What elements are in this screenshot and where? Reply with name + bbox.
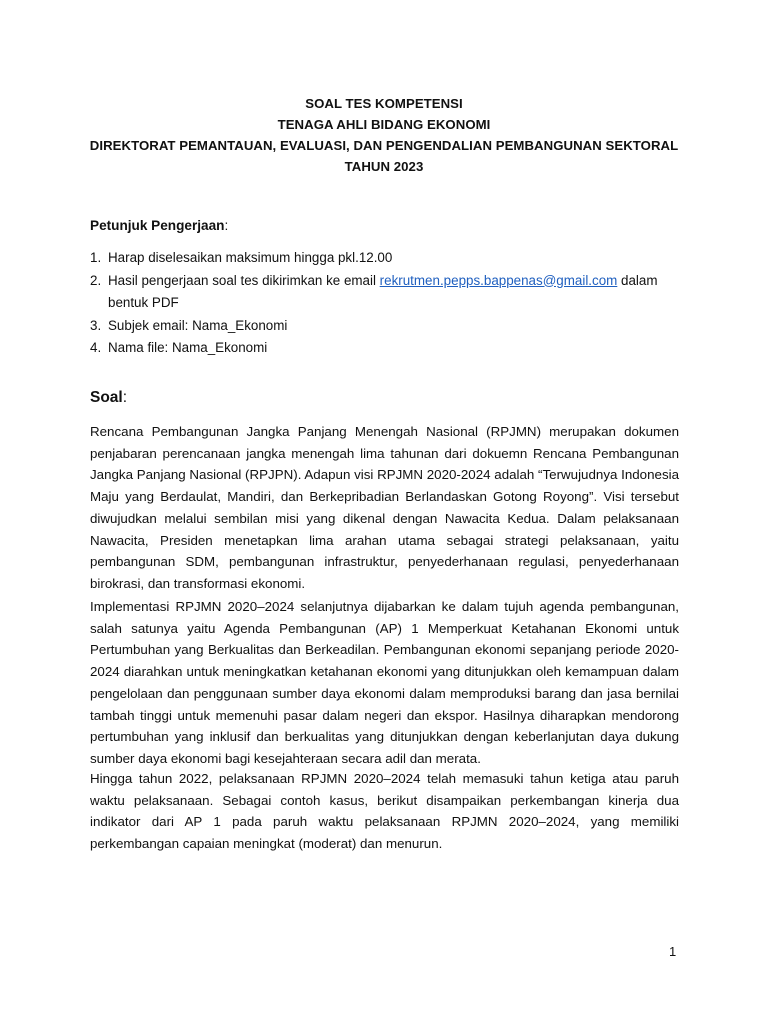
instruction-number: 3. [90,317,102,333]
instructions-list [90,247,680,360]
question-paragraph-3: Hingga tahun 2022, pelaksanaan RPJMN 2020–2024 telah memasuki tahun ketiga atau paruh waktu pelaksanaan. Sebagai contoh kasus, berikut disampaikan perkembangan kinerja dua indikator dari AP 1 pada paruh waktu pelaksanaan RPJMN 2020–2024, yang memiliki perkembangan capaian meningkat (moderat) dan menurun. [90,771,679,852]
instruction-text: Nama file: Nama_Ekonomi [108,340,268,355]
instruction-number: 4. [90,340,102,355]
header-year: TAHUN 2023 [344,159,424,174]
instructions-heading-label: Petunjuk Pengerjaan [90,218,225,233]
question-paragraph-1: Rencana Pembangunan Jangka Panjang Menengah Nasional (RPJMN) merupakan dokumen penjabaran perencanaan jangka menengah lima tahunan dari dokuemn Rencana Pembangunan Jangka Panjang Nasional (RPJPN). Adapun visi RPJMN 2020-2024 adalah “Terwujudnya Indonesia Maju yang Berdaulat, Mandiri, dan Berkepribadian Berlandaskan Gotong Royong”. Visi tersebut diwujudkan melalui sembilan misi yang dikenal dengan Nawacita Kedua. Dalam pelaksanaan Nawacita, Presiden menetapkan lima arahan utama sebagai strategi pelaksanaan, yaitu pembangunan SDM, pembangunan infrastruktur, penyederhanaan regulasi, penyederhanaan birokrasi, dan transformasi ekonomi. [90,424,679,591]
instructions-heading [90,216,228,236]
instruction-text: Hasil pengerjaan soal tes dikirimkan ke email [108,272,380,288]
email-link[interactable]: rekrutmen.pepps.bappenas@gmail.com [379,272,618,288]
instruction-number: 2. [90,272,102,288]
instruction-item-1 [90,247,680,270]
instruction-number: 1. [90,250,102,265]
instruction-item-2 [90,270,680,315]
instruction-item-4 [90,337,680,360]
instruction-text: Subjek email: Nama_Ekonomi [108,317,288,333]
header-position: TENAGA AHLI BIDANG EKONOMI [277,117,491,132]
instruction-item-3 [90,315,680,338]
header-directorate: DIREKTORAT PEMANTAUAN, EVALUASI, DAN PENGENDALIAN PEMBANGUNAN SEKTORAL [89,138,679,153]
questions-heading-colon: : [122,389,128,406]
question-paragraph-2: Implementasi RPJMN 2020–2024 selanjutnya dijabarkan ke dalam tujuh agenda pembangunan, salah satunya yaitu Agenda Pembangunan (AP) 1 Memperkuat Ketahanan Ekonomi untuk Pertumbuhan yang Berkualitas dan Berkeadilan. Pembangunan ekonomi sepanjang periode 2020-2024 diarahkan untuk meningkatkan ketahanan ekonomi yang ditunjukkan oleh kemampuan dalam pengelolaan dan penggunaan sumber daya ekonomi dalam memproduksi barang dan jasa bernilai tambah tinggi untuk memenuhi pasar dalam negeri dan ekspor. Hasilnya diharapkan mendorong pertumbuhan yang inklusif dan berkualitas yang ditunjukkan dengan keberlanjutan daya dukung sumber daya ekonomi bagi kesejahteraan secara adil dan merata. [90,599,679,766]
questions-heading-label: Soal [90,389,123,406]
instruction-text: Harap diselesaikan maksimum hingga pkl.12.00 [108,250,393,265]
questions-heading [90,388,127,408]
page-number: 1 [669,944,677,959]
header-title: SOAL TES KOMPETENSI [305,96,463,111]
instruction-text: dalam bentuk PDF [108,272,658,310]
instructions-heading-colon: : [224,218,229,233]
document-header [80,93,688,177]
